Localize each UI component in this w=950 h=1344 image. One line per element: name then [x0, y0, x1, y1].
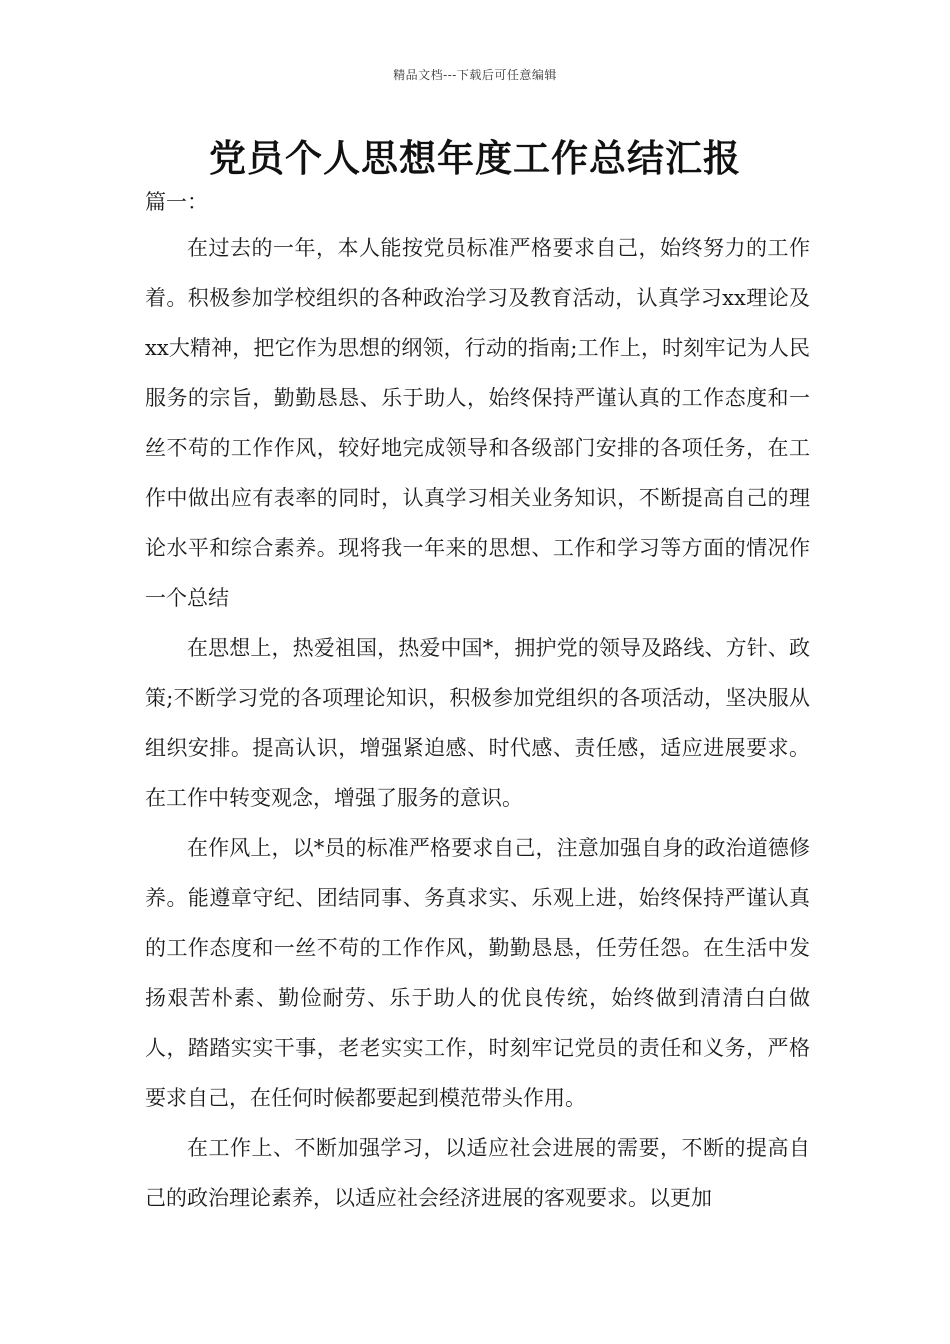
section-label: 篇一： — [145, 190, 208, 214]
paragraph-1: 在过去的一年，本人能按党员标准严格要求自己，始终努力的工作着。积极参加学校组织的各种政治学习及教育活动，认真学习xx理论及xx大精神，把它作为思想的纲领，行动的指南;工作上，时刻牢记为人民服务的宗旨，勤勤恳恳、乐于助人，始终保持严谨认真的工作态度和一丝不苟的工作作风，较好地完成领导和各级部门安排的各项任务，在工作中做出应有表率的同时，认真学习相关业务知识，不断提高自己的理论水平和综合素养。现将我一年来的思想、工作和学习等方面的情况作一个总结 — [145, 236, 810, 610]
paragraph-4: 在工作上、不断加强学习，以适应社会进展的需要，不断的提高自己的政治理论素养，以适应社会经济进展的客观要求。以更加 — [145, 1136, 810, 1210]
page-header-note: 精品文档---下载后可任意编辑 — [393, 68, 557, 82]
paragraph-2: 在思想上，热爱祖国，热爱中国*，拥护党的领导及路线、方针、政策;不断学习党的各项理论知识，积极参加党组织的各项活动，坚决服从组织安排。提高认识，增强紧迫感、时代感、责任感，适应进展要求。在工作中转变观念，增强了服务的意识。 — [145, 636, 810, 810]
document-body — [145, 186, 810, 1223]
document-title: 党员个人思想年度工作总结汇报 — [209, 136, 741, 180]
paragraph-3: 在作风上，以*员的标准严格要求自己，注意加强自身的政治道德修养。能遵章守纪、团结同事、务真求实、乐观上进，始终保持严谨认真的工作态度和一丝不苟的工作作风，勤勤恳恳，任劳任怨。在生活中发扬艰苦朴素、勤俭耐劳、乐于助人的优良传统，始终做到清清白白做人，踏踏实实干事，老老实实工作，时刻牢记党员的责任和义务，严格要求自己，在任何时候都要起到模范带头作用。 — [145, 836, 810, 1110]
